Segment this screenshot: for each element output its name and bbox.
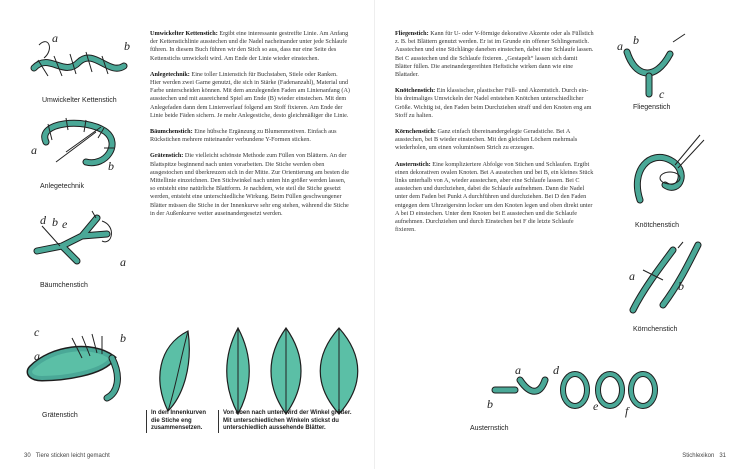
letter-f: f <box>625 404 629 418</box>
letter-a: a <box>515 363 521 377</box>
right-page <box>375 0 750 469</box>
letter-e: e <box>593 399 599 413</box>
section-anlegetechnik: Anlegetechnik: Eine toller Linienstich für Buchstaben, Stiele oder Ranken. Hier werden zwei Garne genutzt, die sich in Stärke (Fadenanzahl), Material und Farbe unterscheiden können. Mit dem anzulegenden Faden am Linienanfang (A) ausstechen und mit ausreichend Spiel am Ende (B) wieder einstechen. Mit dem Anlegefaden dann dem Linienverlauf folgend am Stoff fixieren. Am Ende der Linie beide Fäden sichern. Je mehr Anlegestiche, desto gleichmäßiger die Linie. <box>150 70 350 119</box>
section-austernstich: Austernstich: Eine kompliziertere Abfolge von Stichen und Schlaufen. Ergibt einen dekorativen ovalen Knoten. Bei A ausstechen und bei B, ein kleines Stück links unterhalb von A, wieder ausstechen, aber eine Schlaufe lassen. Bei C ausstechen und durchziehen, dabei die Schlaufe aufnehmen. Dann die Nadel unter dem Faden bei Punkt A durchführen und durchziehen. Bei D den Faden entgegen dem Uhrzeigersinn locker um den Knoten legen und oben direkt unter A bei D einstechen. Unter dem Knoten bei E ausstechen und die Schlaufe aufnehmen. Durchziehen und durch Einstechen bei F die letzte Schlaufe fixieren. <box>395 160 594 234</box>
footer-title-left: Tiere sticken leicht gemacht <box>35 453 110 459</box>
section-koernchenstich: Körnchenstich: Ganz einfach übereinandergelegte Geradstiche. Bei A ausstechen, bei B wieder einstechen. Mit den gleichen Löchern mehrmals wiederholen, um einen voluminösen Strich zu erzeugen. <box>395 128 578 152</box>
letter-a: a <box>34 349 40 363</box>
leaf-medium-illustration <box>264 326 309 416</box>
right-text-column <box>395 30 595 242</box>
page-number-right: 31 <box>719 453 726 459</box>
label-austernstich: Austernstich <box>470 425 509 432</box>
letter-a: a <box>52 31 58 45</box>
page-number-left: 30 <box>24 453 31 459</box>
austernstich-illustration <box>485 360 665 420</box>
letter-b: b <box>52 215 58 229</box>
label-graetenstich: Grätenstich <box>42 412 78 419</box>
letter-c: c <box>659 87 665 101</box>
fliegenstich-illustration <box>615 32 705 102</box>
label-umwickelter-kettenstich: Umwickelter Kettenstich <box>42 97 117 104</box>
letter-d: d <box>40 213 46 227</box>
letter-b: b <box>108 159 114 173</box>
letter-e: e <box>62 217 68 231</box>
letter-b: b <box>124 39 130 53</box>
letter-b: b <box>120 331 126 345</box>
footer-right <box>682 453 726 459</box>
section-graetenstich: Grätenstich: Die vielleicht schönste Methode zum Füllen von Blättern. An der Blattspitze beginnend nach unten vorarbeiten. Die Stiche werden oben ausgestochen und überkreuzen sich in der Mitte. Zur Orientierung am besten die Mittellinie einzeichnen. Den Stichwinkel nach unten hin größer werden lassen, so entsteht eine natürliche Blattform. Je nachdem, wie steil die Stiche gesetzt werden, entsteht eine unterschiedliche Wirkung. Beim Füllen geschwungener Blätter müssen die Stiche in der Innenkurve sehr eng stehen, während die Stiche in der Außenkurve weiter auseinandergesetzt werden. <box>150 152 349 217</box>
letter-d: d <box>553 363 559 377</box>
koernchenstich-illustration <box>623 240 713 320</box>
letter-a: a <box>617 39 623 53</box>
graetenstich-illustration <box>22 318 132 398</box>
leaf-curved-illustration <box>148 326 208 416</box>
label-baeumchenstich: Bäumchenstich <box>40 282 88 289</box>
leaf-narrow-illustration <box>218 326 258 416</box>
section-knoetchenstich: Knötchenstich: Ein klassischer, plastischer Füll- und Akzentstich. Durch ein- bis dreimaliges Umwickeln der Nadel entstehen Knötchen unterschiedlicher Größe. Wichtig ist, den Faden beim Durchziehen straff und den Knoten eng am Stoff zu halten. <box>395 87 592 119</box>
letter-b: b <box>487 397 493 411</box>
section-umwickelter: Umwickelter Kettenstich: Ergibt eine interessante gestreifte Linie. Am Anfang der Kettenstichlinie ausstechen und die Nadel nacheinander unter jede Schlaufe führen. In diesem Buch führen wir den Stich so aus, dass nur eine Seite des Kettenstichs umwickelt wird. Am Ende der Linie wieder einstechen. <box>150 30 349 62</box>
footer-title-right: Stichlexikon <box>682 453 715 459</box>
umwickelter-kettenstich-illustration <box>24 30 134 100</box>
label-fliegenstich: Fliegenstich <box>633 104 671 111</box>
section-fliegenstich: Fliegenstich: Kann für U- oder V-förmige dekorative Akzente oder als Füllstich z. B. bei Blättern genutzt werden. Er ist im Grunde ein offener Schlingenstich. Ausstechen und eine Stichlänge daneben einstechen, dabei eine Schlaufe lassen. Bei C ausstechen und die Schlaufe fixieren. „Gestapelt“ lassen sich damit Blätter füllen. Die aneinandergereihten Heftstiche wirken dann wie eine Blattader. <box>395 30 594 79</box>
label-anlegetechnik: Anlegetechnik <box>40 183 84 190</box>
baeumchenstich-illustration <box>22 206 132 276</box>
letter-b: b <box>633 33 639 47</box>
caption-angle: Von oben nach unten wird der Winkel größer. Mit unterschiedlichen Winkeln stickst du unterschiedlich aussehende Blätter. <box>218 410 358 433</box>
letter-a: a <box>31 143 37 157</box>
letter-a: a <box>629 269 635 283</box>
letter-b: b <box>678 279 684 293</box>
section-baeumchenstich: Bäumchenstich: Eine hübsche Ergänzung zu Blumenmotiven. Einfach aus Rückstichen mehrere miteinander verbundene Y-Formen sticken. <box>150 128 337 144</box>
label-knoetchenstich: Knötchenstich <box>635 222 679 229</box>
leaf-wide-illustration <box>314 326 364 416</box>
left-text-column <box>150 30 350 226</box>
footer-left <box>24 453 110 459</box>
label-koernchenstich: Körnchenstich <box>633 326 678 333</box>
anlegetechnik-illustration <box>26 112 126 182</box>
knoetchenstich-illustration <box>620 130 720 210</box>
letter-c: c <box>34 325 40 339</box>
letter-a: a <box>120 255 126 269</box>
caption-inner-curves: In den Innenkurven die Stiche eng zusammensetzen. <box>146 410 213 433</box>
